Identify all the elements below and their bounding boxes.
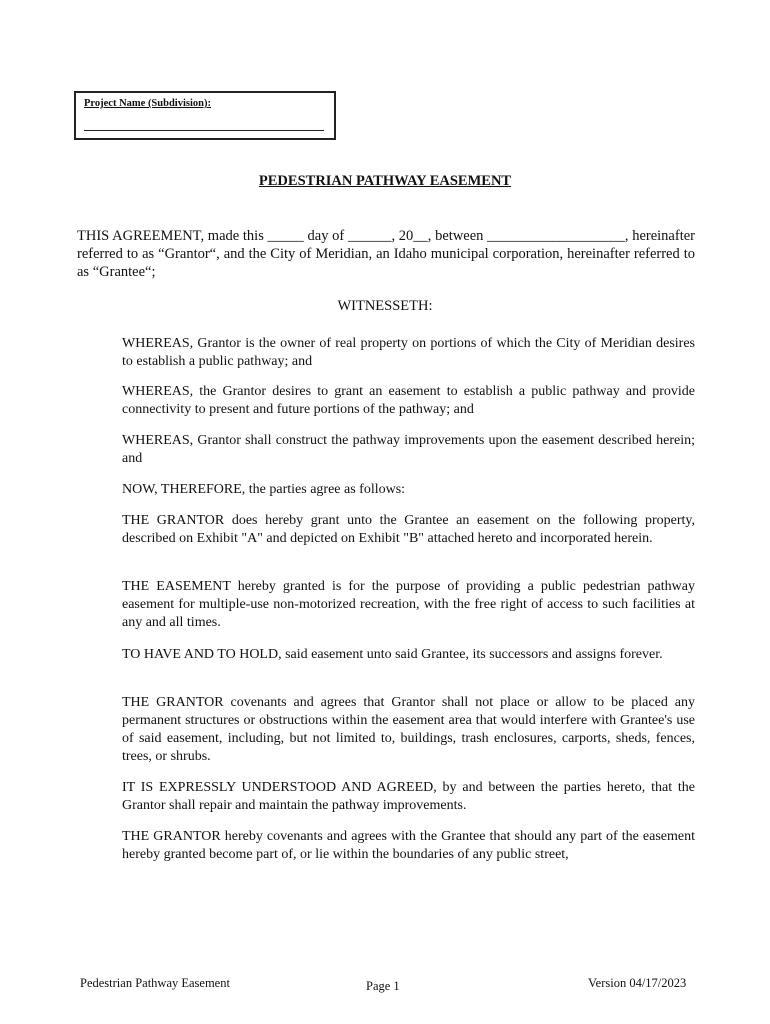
whereas-paragraph-2: WHEREAS, the Grantor desires to grant an easement to establish a public pathway and provide connectivity to present and future portions of the pathway; and <box>122 384 695 417</box>
project-name-label: Project Name (Subdivision): <box>84 98 211 109</box>
covenants-paragraph: THE GRANTOR covenants and agrees that Grantor shall not place or allow to be placed any permanent structures or obstructions within the easement area that would interfere with Grantee's use of said easement, including, but not limited to, buildings, trash enclosures, carports, sheds, fences, trees, or shrubs. <box>122 695 695 764</box>
project-name-box <box>74 91 336 140</box>
whereas-paragraph-1: WHEREAS, Grantor is the owner of real property on portions of which the City of Meridian desires to establish a public pathway; and <box>122 336 695 369</box>
document-title: PEDESTRIAN PATHWAY EASEMENT <box>258 173 512 189</box>
footer-version: Version 04/17/2023 <box>588 976 687 990</box>
grant-paragraph: THE GRANTOR does hereby grant unto the Grantee an easement on the following property, described on Exhibit "A" and depicted on Exhibit "B" attached hereto and incorporated herein. <box>122 513 695 546</box>
whereas-paragraph-3: WHEREAS, Grantor shall construct the pathway improvements upon the easement described herein; and <box>122 433 695 466</box>
project-name-blank-line[interactable] <box>84 130 324 131</box>
footer-page-number: Page 1 <box>366 979 400 993</box>
agreement-intro: THIS AGREEMENT, made this _____ day of ______, 20__, between ___________________, hereinafter referred to as “Grantor“, and the City of Meridian, an Idaho municipal corporation, hereinafter referred to as “Grantee“; <box>77 228 695 280</box>
easement-purpose-paragraph: THE EASEMENT hereby granted is for the purpose of providing a public pedestrian pathway easement for multiple-use non-motorized recreation, with the free right of access to such facilities at any and all times. <box>122 579 695 630</box>
footer-document-name: Pedestrian Pathway Easement <box>80 976 230 990</box>
maintenance-paragraph: IT IS EXPRESSLY UNDERSTOOD AND AGREED, by and between the parties hereto, that the Grantor shall repair and maintain the pathway improvements. <box>122 780 695 813</box>
witnesseth-heading: WITNESSETH: <box>337 298 433 314</box>
public-street-paragraph: THE GRANTOR hereby covenants and agrees with the Grantee that should any part of the easement hereby granted become part of, or lie within the boundaries of any public street, <box>122 829 695 862</box>
habendum-paragraph: TO HAVE AND TO HOLD, said easement unto said Grantee, its successors and assigns forever. <box>122 647 663 662</box>
now-therefore-paragraph: NOW, THEREFORE, the parties agree as follows: <box>122 482 406 497</box>
